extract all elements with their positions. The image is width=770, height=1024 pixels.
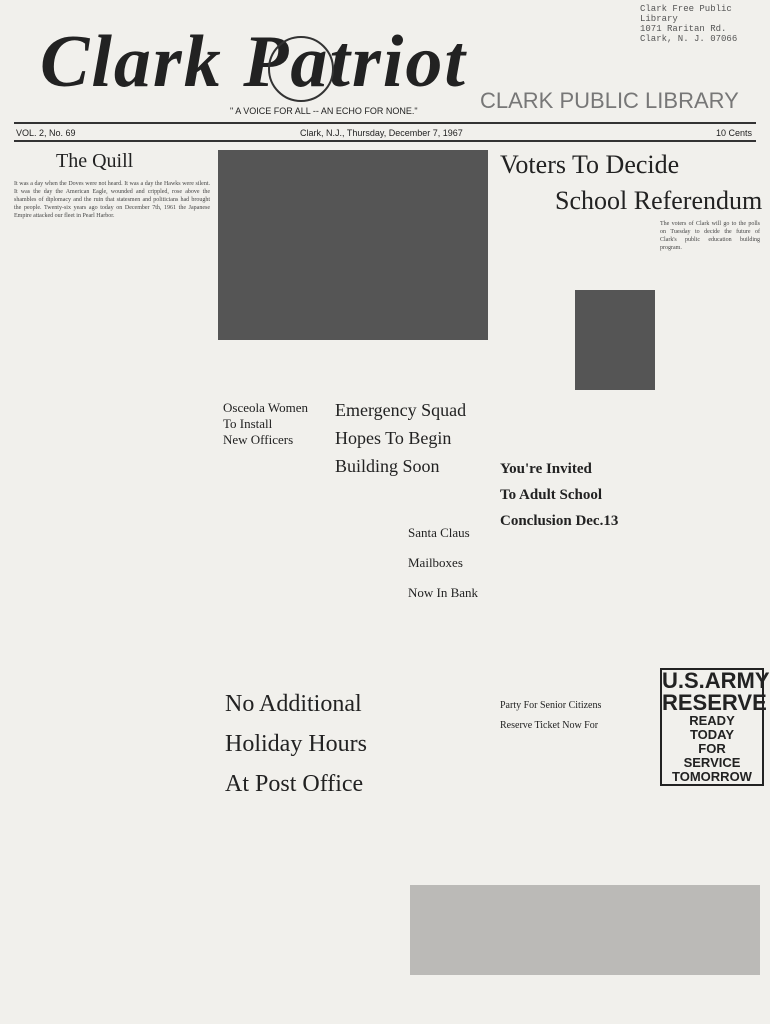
school-photo (410, 885, 760, 975)
main-title-1: Voters To Decide (500, 150, 680, 179)
masthead-title: Clark Patriot (40, 21, 467, 103)
main-text: The voters of Clark will go to the polls on Tuesday to decide the future of Clark's public education building program. (660, 221, 760, 251)
quill-text: It was a day when the Doves were not heard. It was a day the Hawks were silent. It was the day the American Eagle, wounded and crippled, rose above the shambles of diplomacy and the ruin that statesmen and politicians had brought the people. Twenty-six years ago today on December 7th, 1961 the Japanese Empire attacked our fleet in Pearl Harbor. (14, 181, 210, 219)
volume: VOL. 2, No. 69 (16, 128, 76, 138)
portrait (575, 290, 655, 390)
slogan: " A VOICE FOR ALL -- AN ECHO FOR NONE." (230, 106, 418, 116)
army-reserve-ad: U.S.ARMY RESERVE READY TODAY FOR SERVICE TOMORROW (662, 668, 770, 784)
price: 10 Cents (716, 128, 753, 138)
post-title: No Additional Holiday Hours At Post Office (225, 691, 367, 797)
adult-title: You're Invited To Adult School Conclusion Dec.13 (500, 461, 619, 529)
citizens-title: Party For Senior Citizens Reserve Ticket Now For (500, 700, 602, 731)
library-stamp: Clark Free Public Library 1071 Raritan Rd. Clark, N. J. 07066 (640, 4, 738, 44)
photo (218, 150, 488, 340)
osceola-title: Osceola Women To Install New Officers (223, 400, 308, 447)
dateline: Clark, N.J., Thursday, December 7, 1967 (300, 128, 463, 138)
main-title-2: School Referendum (555, 186, 763, 215)
library-name: CLARK PUBLIC LIBRARY (480, 88, 739, 113)
emergency-title: Emergency Squad Hopes To Begin Building Soon (335, 400, 467, 476)
bottom-rule (14, 140, 756, 142)
quill-title: The Quill (56, 150, 134, 172)
seal-icon (268, 36, 334, 102)
santa-title: Santa Claus Mailboxes Now In Bank (408, 525, 479, 600)
top-rule (14, 122, 756, 124)
